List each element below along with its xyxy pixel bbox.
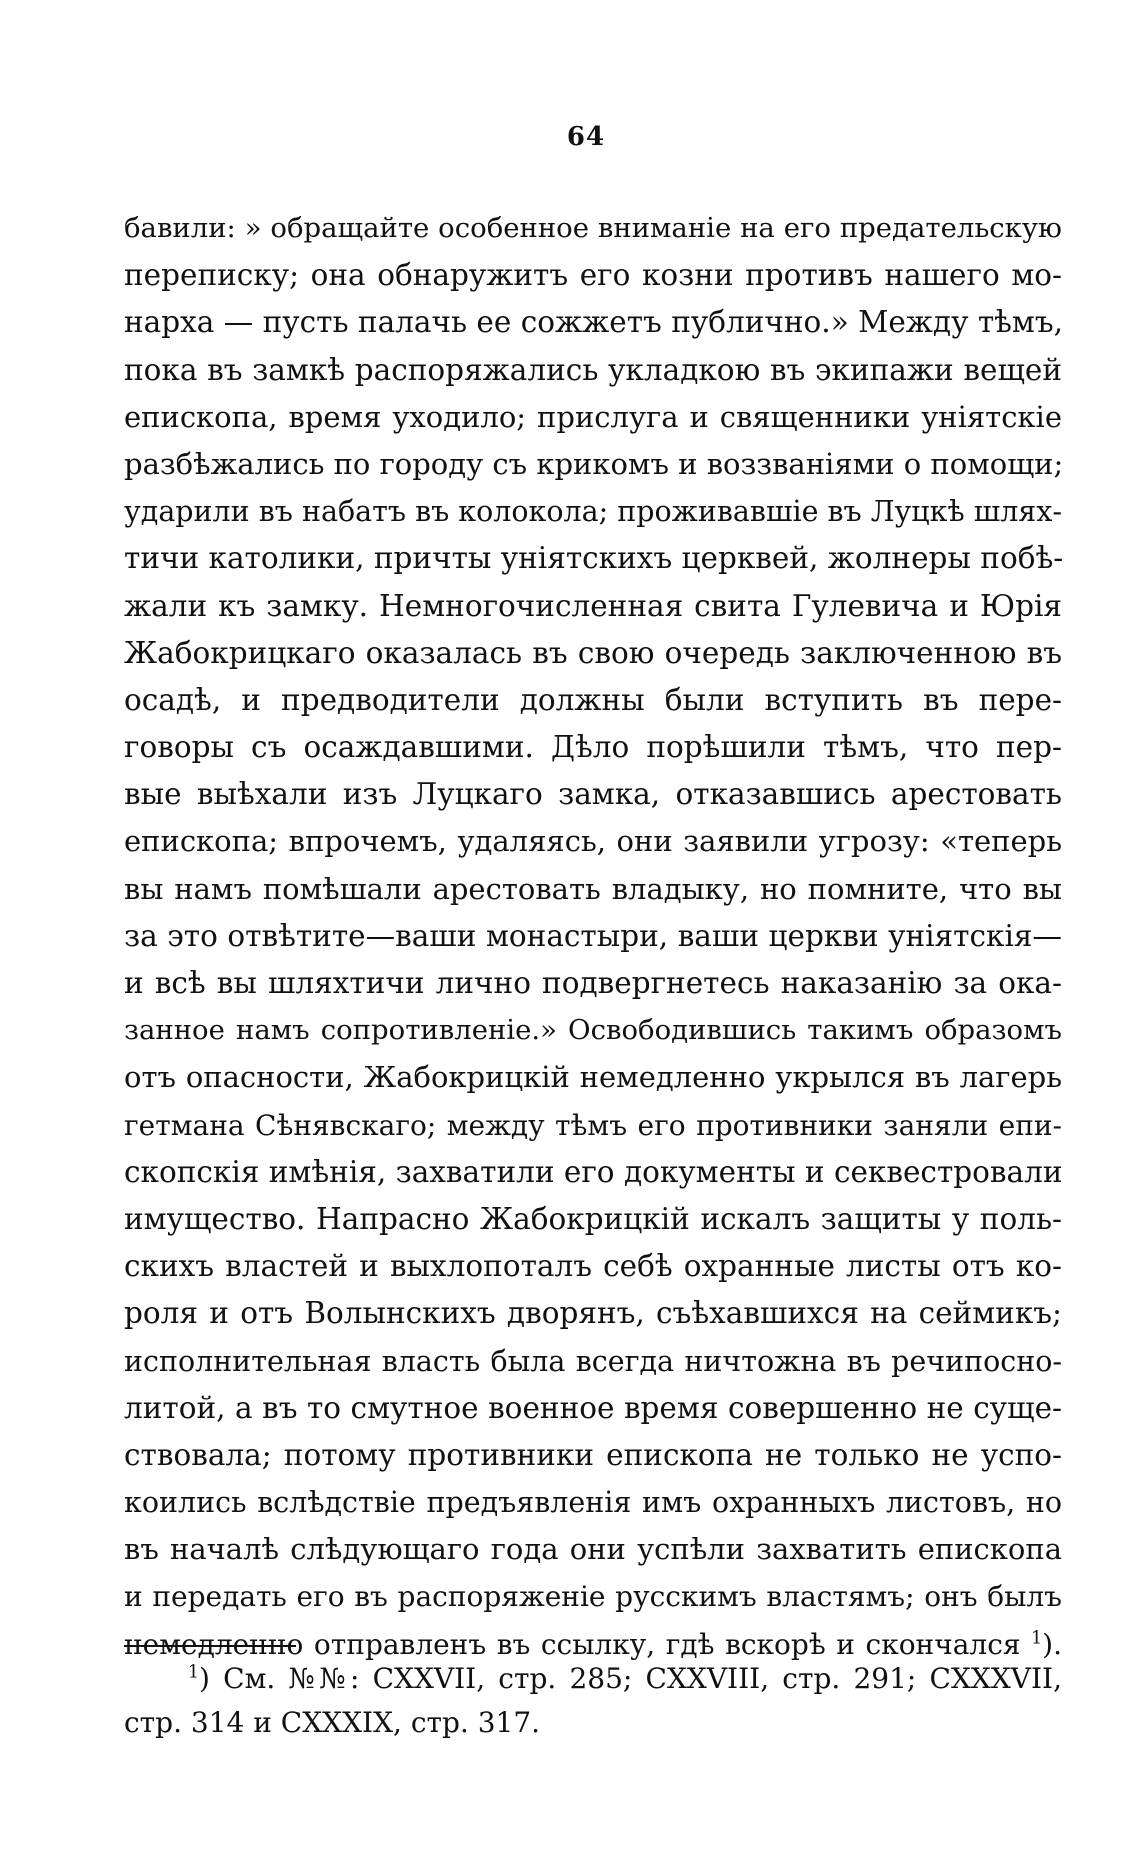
text-line: въ началѣ слѣдующаго года они успѣли захватить епископа xyxy=(124,1532,1062,1567)
text-line: имущество. Напрасно Жабокрицкій искалъ защиты у поль- xyxy=(124,1201,1062,1236)
text-line-final-content: немедленно отправленъ въ ссылку, гдѣ вскорѣ и скончался xyxy=(124,1627,1021,1661)
footnote-line: стр. 314 и CXXXIX, стр. 317. xyxy=(124,1706,541,1739)
text-line: исполнительная власть была всегда ничтожна въ речипосно- xyxy=(124,1344,1062,1378)
text-line: занное намъ сопротивленіе.» Освободившись такимъ образомъ xyxy=(124,1014,1062,1047)
text-line: скопскія имѣнія, захватили его документы и секвестровали xyxy=(124,1154,1063,1189)
text-line: и всѣ вы шляхтичи лично подвергнетесь наказанію за ока- xyxy=(124,966,1062,1000)
text-line: вые выѣхали изъ Луцкаго замка, отказавшись арестовать xyxy=(124,777,1062,812)
text-line: Жабокрицкаго оказалась въ свою очередь заключенною въ xyxy=(124,635,1062,670)
text-line: говоры съ осаждавшими. Дѣло порѣшили тѣмъ, что пер- xyxy=(124,730,1062,765)
text-line: переписку; она обнаружитъ его козни противъ нашего мо- xyxy=(124,258,1062,293)
text-line: ударили въ набатъ въ колокола; проживавшіе въ Луцкѣ шлях- xyxy=(124,495,1062,529)
text-line: роля и отъ Волынскихъ дворянъ, съѣхавшихся на сеймикъ; xyxy=(124,1296,1062,1331)
text-line: вы намъ помѣшали арестовать владыку, но помните, что вы xyxy=(124,871,1062,906)
text-line: отъ опасности, Жабокрицкій немедленно укрылся въ лагерь xyxy=(124,1060,1062,1095)
footnote-line xyxy=(124,1657,1062,1701)
text-line: и передать его въ распоряженіе русскимъ властямъ; онъ былъ xyxy=(124,1580,1062,1614)
text-line: пока въ замкѣ распоряжались укладкою въ экипажи вещей xyxy=(124,352,1062,387)
text-line: бавили: » обращайте особенное вниманіе на его предательскую xyxy=(124,212,1062,244)
text-line: разбѣжались по городу съ крикомъ и воззваніями о помощи; xyxy=(124,446,1064,481)
text-line: тичи католики, причты уніятскихъ церквей, жолнеры побѣ- xyxy=(124,541,1064,576)
text-line: жали къ замку. Немногочисленная свита Гулевича и Юрія xyxy=(124,588,1062,623)
text-line: епископа, время уходило; прислуга и священники уніятскіе xyxy=(124,399,1062,434)
text-line: литой, а въ то смутное военное время совершенно не суще- xyxy=(124,1390,1062,1425)
footnote-text: ) См. №№: CXXVII, стр. 285; CXXVIII, стр. 291; CXXXVII, xyxy=(199,1662,1062,1695)
page-number: 64 xyxy=(566,122,606,152)
text-line: скихъ властей и выхлопоталъ себѣ охранные листы отъ ко- xyxy=(124,1249,1062,1284)
footnote-reference[interactable]: 1 xyxy=(1031,1628,1043,1649)
text-line: епископа; впрочемъ, удаляясь, они заявили угрозу: «теперь xyxy=(124,824,1062,859)
text-line: за это отвѣтите—ваши монастыри, ваши церкви уніятскія— xyxy=(124,918,1062,953)
footnote-divider xyxy=(124,1645,296,1647)
text-line: ствовала; потому противники епископа не только не успо- xyxy=(124,1437,1062,1472)
text-line-final-end: ). xyxy=(1042,1627,1062,1661)
text-line: нарха — пусть палачь ее сожжетъ публично.» Между тѣмъ, xyxy=(124,305,1064,340)
text-line: коились вслѣдствіе предъявленія имъ охранныхъ листовъ, но xyxy=(124,1486,1062,1520)
text-line: гетмана Сѣнявскаго; между тѣмъ его противники заняли епи- xyxy=(124,1108,1062,1142)
footnotes xyxy=(124,1657,1062,1745)
body-text xyxy=(124,205,1062,1668)
footnote-mark: 1 xyxy=(188,1662,200,1683)
text-line: осадѣ, и предводители должны были вступить въ пере- xyxy=(124,682,1062,717)
